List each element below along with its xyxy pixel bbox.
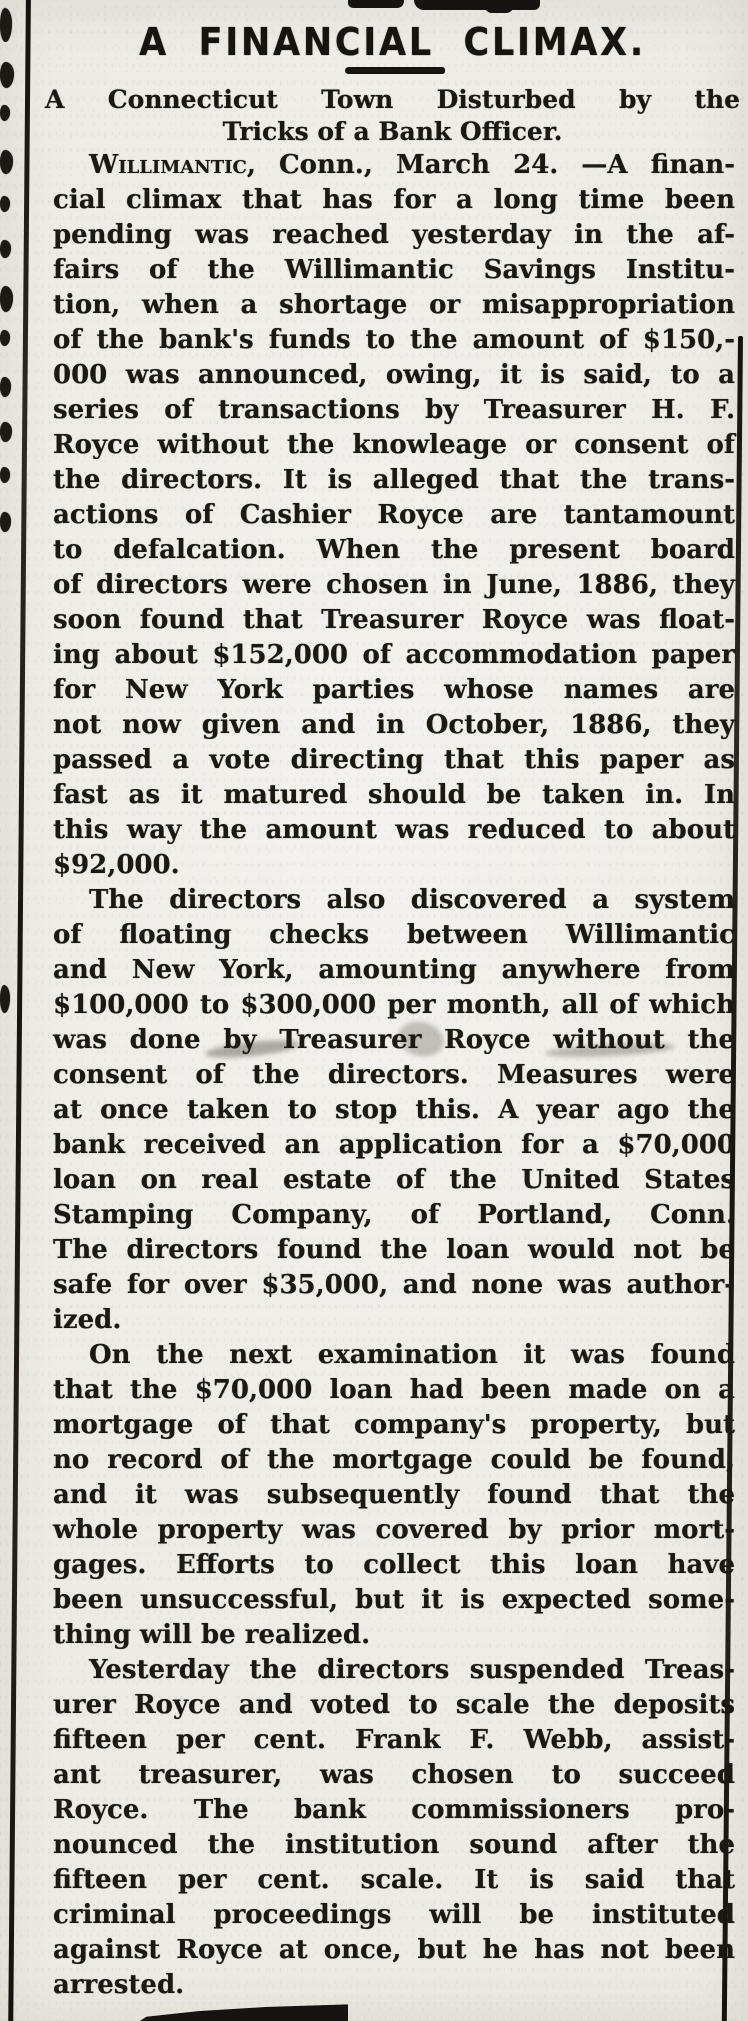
ink-fragment [0,196,10,212]
next-article-fragment [140,2004,348,2021]
ink-fragment [0,422,12,442]
body-line: was done by Treasurer Royce without the [53,1025,735,1055]
body-line: criminal proceedings will be instituted [53,1900,735,1930]
ink-fragment [0,985,10,1013]
body-line: Royce without the knowleage or consent of [53,430,735,460]
body-line: 000 was announced, owing, it is said, to a [53,360,735,390]
ink-fragment [0,240,11,258]
body-line: cial climax that has for a long time been [53,185,735,215]
body-line: been unsuccessful, but it is expected some- [53,1585,735,1615]
body-line: fairs of the Willimantic Savings Institu- [53,255,735,285]
body-line: arrested. [53,1970,185,2000]
body-line: safe for over $35,000, and none was author- [53,1270,735,1300]
torn-print-fragment-top [414,0,540,10]
body-line: On the next examination it was found [89,1340,735,1370]
body-line: bank received an application for a $70,000 [53,1130,735,1160]
body-line: of directors were chosen in June, 1886, they [53,570,735,600]
headline: A FINANCIAL CLIMAX. [139,20,646,64]
body-line: ized. [53,1305,122,1335]
body-line: Royce. The bank commissioners pro- [53,1795,735,1825]
body-line: not now given and in October, 1886, they [53,710,735,740]
ink-fragment [0,467,10,483]
ink-fragment [0,62,14,88]
body-line: The directors found the loan would not be [53,1235,735,1265]
body-line: of floating checks between Willimantic [53,920,735,950]
ink-fragment [0,512,11,532]
headline-divider [345,67,445,74]
body-line: at once taken to stop this. A year ago the [53,1095,735,1125]
body-line: urer Royce and voted to scale the deposits [53,1690,735,1720]
body-line: nounced the institution sound after the [53,1830,735,1860]
body-line: mortgage of that company's property, but [53,1410,735,1440]
body-line: The directors also discovered a system [89,885,735,915]
body-line: $92,000. [53,850,180,880]
subheadline [45,84,740,148]
body-line: soon found that Treasurer Royce was float- [53,605,735,635]
body-line: ant treasurer, was chosen to succeed [53,1760,735,1790]
body-line: and New York, amounting anywhere from [53,955,735,985]
ink-fragment [0,150,13,174]
body-line: series of transactions by Treasurer H. F. [53,395,735,425]
ink-fragment [0,286,13,312]
body-line: ing about $152,000 of accommodation paper [53,640,735,670]
body-line: Yesterday the directors suspended Treas- [89,1655,735,1685]
body-line: $100,000 to $300,000 per month, all of which [53,990,735,1020]
body-line: no record of the mortgage could be found, [53,1445,735,1475]
body-line: loan on real estate of the United States [53,1165,735,1195]
ink-fragment [0,330,10,346]
article-body [53,148,735,2003]
body-line: whole property was covered by prior mort- [53,1515,735,1545]
body-line: consent of the directors. Measures were [53,1060,735,1090]
body-line: for New York parties whose names are [53,675,735,705]
body-line: gages. Efforts to collect this loan have [53,1550,735,1580]
body-line: passed a vote directing that this paper as [53,745,735,775]
body-line: fifteen per cent. scale. It is said that [53,1865,735,1895]
ink-fragment [0,8,12,42]
body-line: and it was subsequently found that the [53,1480,735,1510]
body-line: against Royce at once, but he has not been [53,1935,735,1965]
body-line: the directors. It is alleged that the trans- [53,465,735,495]
body-line: pending was reached yesterday in the af- [53,220,735,250]
body-line: fast as it matured should be taken in. In [53,780,735,810]
ink-fragment [0,377,11,397]
torn-print-fragment-top [348,0,404,8]
body-line: this way the amount was reduced to about [53,815,735,845]
subheadline-line2: Tricks of a Bank Officer. [222,117,563,146]
body-line: thing will be realized. [53,1620,371,1650]
body-line: actions of Cashier Royce are tantamount [53,500,735,530]
body-line: that the $70,000 loan had been made on a [53,1375,735,1405]
ink-fragment [0,105,10,121]
body-line: of the bank's funds to the amount of $150,- [53,325,735,355]
body-line: tion, when a shortage or misappropriation [53,290,735,320]
body-line: to defalcation. When the present board [53,535,735,565]
body-line: Stamping Company, of Portland, Conn. [53,1200,735,1230]
body-line: Willimantic, Conn., March 24. —A finan- [89,150,735,180]
subheadline-line1: A Connecticut Town Disturbed by the [45,85,740,114]
body-line: fifteen per cent. Frank F. Webb, assist- [53,1725,735,1755]
dateline-smallcaps: Willimantic [89,150,247,180]
